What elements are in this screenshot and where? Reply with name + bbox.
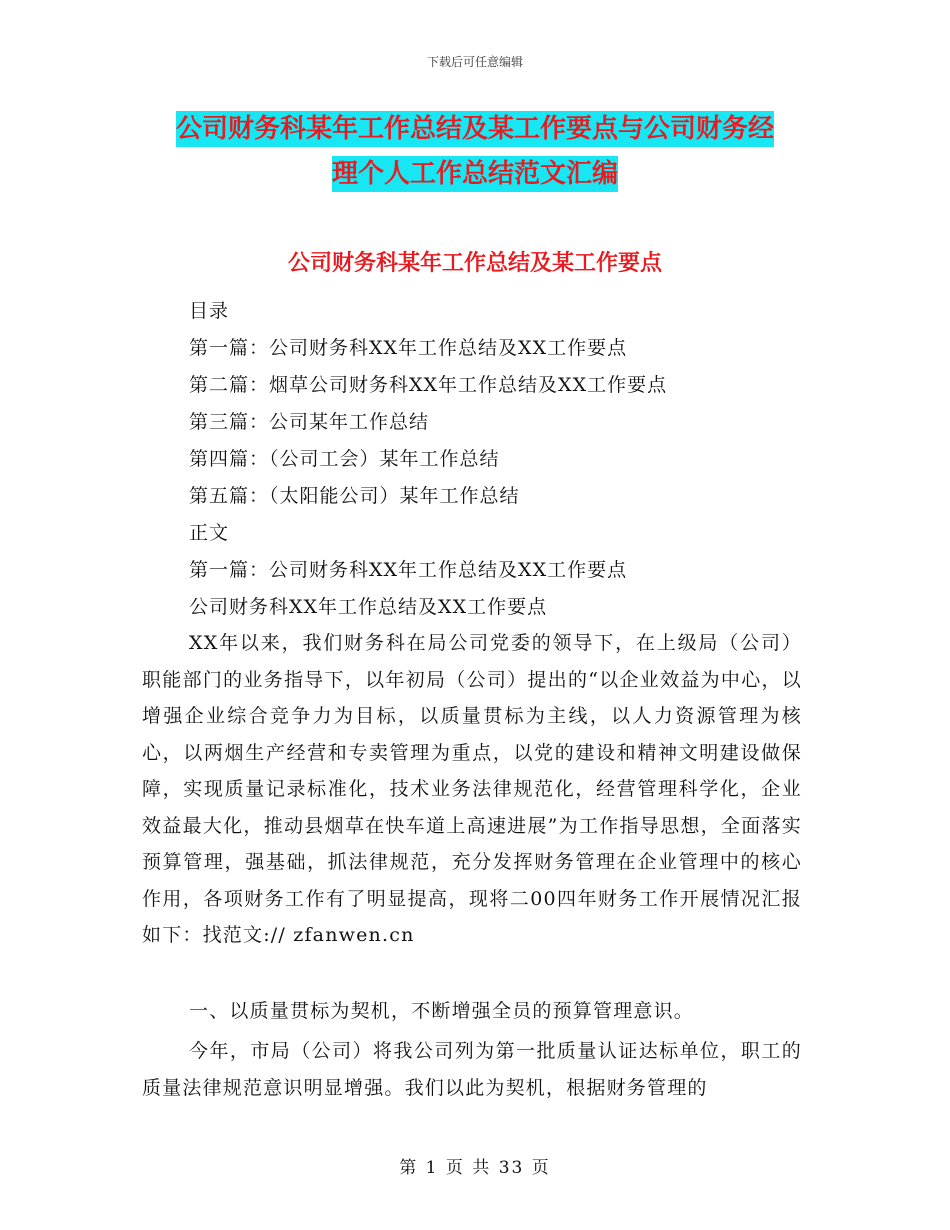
toc-item: 第二篇：烟草公司财务科XX年工作总结及XX工作要点 — [189, 374, 668, 396]
toc-item: 第三篇：公司某年工作总结 — [189, 411, 430, 433]
article-title: 公司财务科XX年工作总结及XX工作要点 — [189, 596, 548, 618]
document-title-line-2: 理个人工作总结范文汇编 — [0, 155, 950, 193]
table-of-contents — [189, 293, 667, 626]
page-footer: 第 1 页 共 33 页 — [399, 1158, 551, 1178]
toc-item: 第五篇：（太阳能公司）某年工作总结 — [189, 485, 520, 507]
header-note: 下载后可任意编辑 — [426, 55, 523, 69]
paragraph-body: 今年，市局（公司）将我公司列为第一批质量认证达标单位，职工的质量法律规范意识明显增强。我们以此为契机，根据财务管理的 — [142, 1040, 802, 1099]
paragraph-intro: XX年以来，我们财务科在局公司党委的领导下，在上级局（公司）职能部门的业务指导下，以年初局（公司）提出的“以企业效益为中心，以增强企业综合竞争力为目标，以质量贯标为主线，以人力资源管理为核心，以两烟生产经营和专卖管理为重点，以党的建设和精神文明建设做保障，实现质量记录标准化，技术业务法律规范化，经营管理科学化，企业效益最大化，推动县烟草在快车道上高速进展”为工作指导思想，全面落实预算管理，强基础，抓法律规范，充分发挥财务管理在企业管理中的核心作用，各项财务工作有了明显提高，现将二00四年财务工作开展情况汇报如下：找范文:// zfanwen.cn — [142, 632, 802, 946]
toc-item: 第一篇：公司财务科XX年工作总结及XX工作要点 — [189, 337, 628, 359]
document-title-line-1: 公司财务科某年工作总结及某工作要点与公司财务经 — [0, 110, 950, 148]
body-heading: 正文 — [189, 522, 230, 544]
toc-heading: 目录 — [189, 300, 230, 322]
section-title: 公司财务科某年工作总结及某工作要点 — [287, 251, 662, 276]
chapter-title: 第一篇：公司财务科XX年工作总结及XX工作要点 — [189, 559, 628, 581]
toc-item: 第四篇：（公司工会）某年工作总结 — [189, 448, 500, 470]
paragraph-section-heading: 一、以质量贯标为契机，不断增强全员的预算管理意识。 — [189, 1000, 695, 1022]
